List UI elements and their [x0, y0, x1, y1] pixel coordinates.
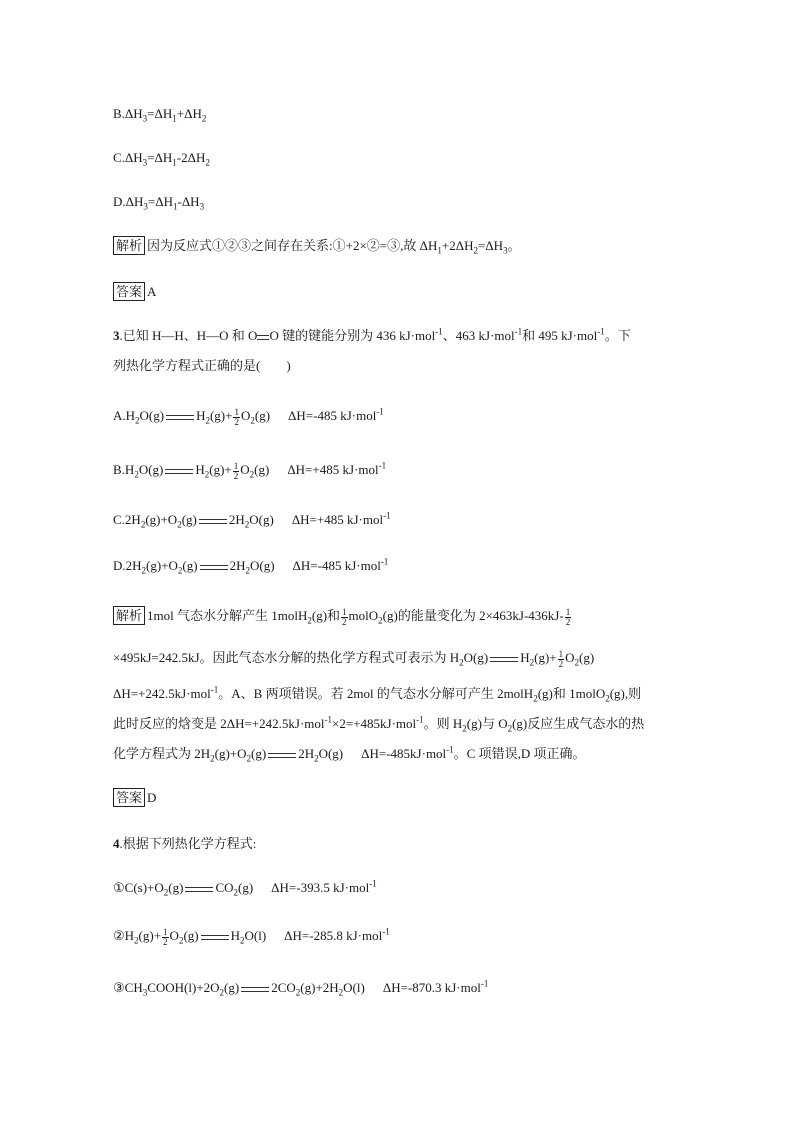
answer-q3: 答案 D	[113, 788, 156, 808]
question-4-stem: 4.根据下列热化学方程式:	[113, 836, 257, 851]
equal-arrow-icon	[268, 753, 296, 758]
explanation-q3-line5: 化学方程式为 $2H_2(g)+O_2(g)$ $2H_2O(g)$ ΔH=-485kJ·mol$^{-1}$。C 项错误,D 项正确。	[113, 744, 586, 764]
jiexi-badge: 解析	[113, 606, 145, 625]
option-d-q2: $D.\Delta H_3=\Delta H_1-\Delta H_3$	[113, 194, 205, 212]
equal-arrow-icon	[165, 469, 193, 474]
equal-arrow-icon	[201, 935, 229, 940]
explanation-q3-line1: 解析 1mol 气态水分解产生 1molH$_2$(g)和 $\frac{1}{2}$ molO$_2$(g)的能量变化为 2×463kJ-436kJ- $\frac{1}{2}$	[113, 606, 572, 627]
option-a-q3: $A.H_2O(g)$ $H_2(g)+$ $\frac{1}{2}$ $O_2(g)$ ΔH=-485 kJ·mol$^{-1}$	[113, 406, 384, 427]
double-bond-icon	[257, 335, 269, 340]
option-b-q3: $B.H_2O(g)$ $H_2(g)+$ $\frac{1}{2}$ $O_2(g)$ ΔH=+485 kJ·mol$^{-1}$	[113, 460, 387, 481]
equal-arrow-icon	[490, 657, 518, 662]
equation-3: $③CH_3COOH(l)+2O_2(g)$ $2CO_2(g)+2H_2O(l)$ ΔH=-870.3 kJ·mol$^{-1}$	[113, 978, 489, 998]
question-3-stem-line1: 3.已知 H—H、H—O 和 O O 键的键能分别为 436 kJ·mol$^{-1}$、463 kJ·mol$^{-1}$和 495 kJ·mol$^{-1}$。下	[113, 326, 631, 343]
option-c-q3: $C.2H_2(g)+O_2(g)$ $2H_2O(g)$ ΔH=+485 kJ·mol$^{-1}$	[113, 510, 391, 530]
equal-arrow-icon	[166, 415, 194, 420]
equal-arrow-icon	[199, 519, 227, 524]
equal-arrow-icon	[200, 565, 228, 570]
option-d-q3: $D.2H_2(g)+O_2(g)$ $2H_2O(g)$ ΔH=-485 kJ·mol$^{-1}$	[113, 556, 389, 576]
option-c-q2: $C.\Delta H_3=\Delta H_1-2\Delta H_2$	[113, 150, 210, 168]
explanation-q3-line3: ΔH=+242.5kJ·mol$^{-1}$。A、B 两项错误。若 2mol 的气态水分解可产生 2molH$_2$(g)和 1molO$_2$(g),则	[113, 684, 642, 704]
explanation-q3-line4: 此时反应的焓变是 2ΔH=+242.5kJ·mol$^{-1}$×2=+485kJ·mol$^{-1}$。则 $H_2(g)$与 $O_2(g)$反应生成气态水的热	[113, 714, 645, 734]
question-3-stem-line2: 列热化学方程式正确的是( )	[113, 358, 291, 373]
explanation-q3-line2: ×495kJ=242.5kJ。因此气态水分解的热化学方程式可表示为 $H_2O(g)$ $H_2(g)+$ $\frac{1}{2}$ $O_2(g)$	[113, 648, 595, 669]
equation-1: $①C(s)+O_2(g)$ $CO_2(g)$ ΔH=-393.5 kJ·mol$^{-1}$	[113, 878, 377, 898]
equation-2: $②H_2(g)+$ $\frac{1}{2}$ $O_2(g)$ $H_2O(l)$ ΔH=-285.8 kJ·mol$^{-1}$	[113, 926, 390, 947]
answer-q2: 答案 A	[113, 282, 156, 302]
jiexi-badge: 解析	[113, 236, 145, 255]
equal-arrow-icon	[185, 887, 213, 892]
option-b-q2: $B.\Delta H_3=\Delta H_1+\Delta H_2$	[113, 106, 207, 124]
daan-badge: 答案	[113, 282, 145, 301]
equal-arrow-icon	[241, 987, 269, 992]
explanation-q2: 解析 因为反应式①②③之间存在关系:①+2×②=③,故 $\Delta H_1+2\Delta H_2=\Delta H_3$。	[113, 236, 521, 256]
daan-badge: 答案	[113, 788, 145, 807]
